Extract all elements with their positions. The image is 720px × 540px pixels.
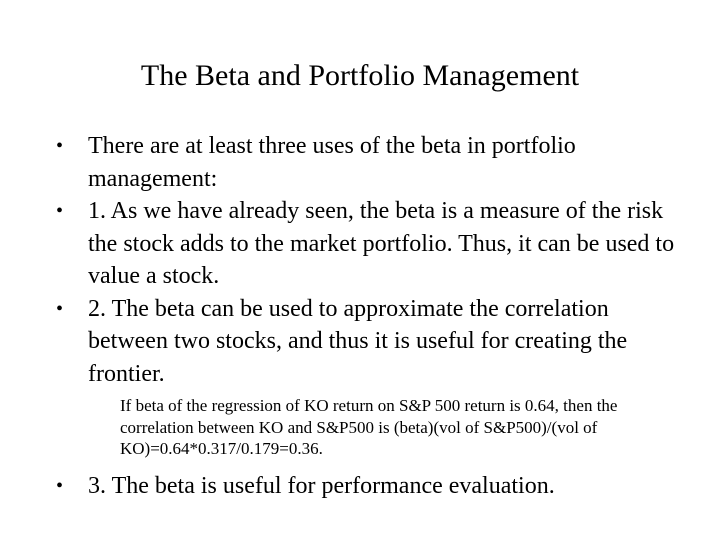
bullet-dot: •	[56, 297, 64, 320]
bullet-item-2	[56, 195, 686, 293]
bullet-dot: •	[56, 135, 64, 157]
bullet-item-1	[56, 130, 686, 195]
bullet-dot: •	[56, 200, 64, 222]
bullet-item-4	[56, 470, 718, 503]
bullet-item-3	[56, 293, 686, 391]
bullet-text: 2. The beta can be used to approximate the correlation between two stocks, and thus it is useful for creating the frontier.	[88, 295, 628, 387]
bullet-text: 1. As we have already seen, the beta is a measure of the risk the stock adds to the market portfolio. Thus, it can be used to value a stock.	[88, 198, 675, 289]
slide-title: The Beta and Portfolio Management	[140, 59, 580, 92]
bullet-dot: •	[56, 475, 64, 497]
sub-note: If beta of the regression of KO return on S&P 500 return is 0.64, then the correlation between KO and S&P500 is (beta)(vol of S&P500)/(vol of KO)=0.64*0.317/0.179=0.36.	[120, 396, 618, 458]
bullet-text: There are at least three uses of the beta in portfolio management:	[88, 133, 576, 192]
bullet-list	[56, 130, 686, 390]
bullet-text: 3. The beta is useful for performance evaluation.	[88, 473, 555, 499]
